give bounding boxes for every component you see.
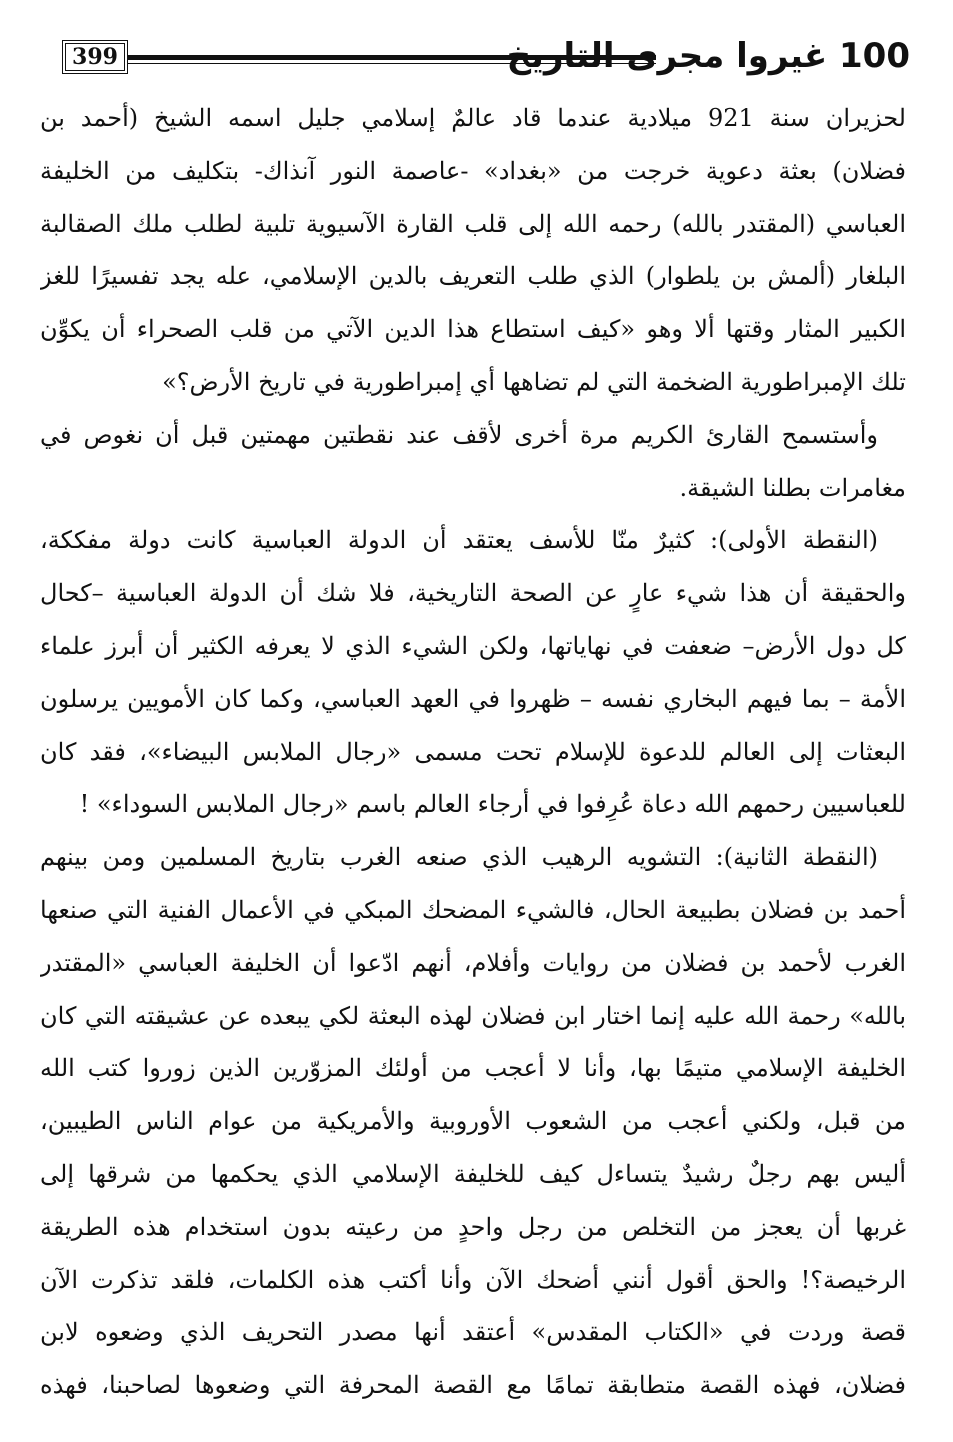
page-number: 399 <box>62 40 128 74</box>
page-header <box>62 36 910 84</box>
text-line: كل دول الأرض– ضعفت في نهاياتها، ولكن الشيء الذي لا يعرفه الكثير أن أبرز علماء <box>40 631 906 660</box>
text-line: (النقطة الأولى): كثيرٌ منّا للأسف يعتقد أن الدولة العباسية كانت دولة مفككة، <box>40 526 879 555</box>
text-line: فضلان، فهذه القصة متطابقة تمامًا مع القصة المحرفة التي وضعوها لصاحبنا، فهذه <box>40 1371 906 1400</box>
text-line: للعباسيين رحمهم الله دعاة عُرِفوا في أرجاء العالم باسم «رجال الملابس السوداء» ! <box>79 790 906 819</box>
text-line: الغرب لأحمد بن فضلان من روايات وأفلام، أنهم ادّعوا أن الخليفة العباسي «المقتدر <box>40 948 906 977</box>
text-line: (النقطة الثانية): التشويه الرهيب الذي صنعه الغرب بتاريخ المسلمين ومن بينهم <box>40 843 878 872</box>
text-line: بالله» رحمة الله عليه إنما اختار ابن فضلان لهذه البعثة لكي يبعده عن عشيقته التي كان <box>40 1001 906 1030</box>
text-line: الكبير المثار وقتها ألا وهو «كيف استطاع هذا الدين الآتي من قلب الصحراء أن يكوِّن <box>40 315 906 344</box>
text-line: فضلان) بعثة دعوية خرجت من «بغداد» -عاصمة النور آنذاك- بتكليف من الخليفة <box>40 156 906 185</box>
text-line: أحمد بن فضلان بطبيعة الحال، فالشيء المضحك المبكي في الأعمال الفنية التي صنعها <box>40 895 906 924</box>
text-line: تلك الإمبراطورية الضخمة التي لم تضاهها أي إمبراطورية في تاريخ الأرض؟» <box>162 367 906 396</box>
text-line: غربها أن يعجز من التخلص من رجل واحدٍ من رعيته بدون استخدام هذه الطريقة <box>40 1212 906 1241</box>
body-text <box>40 92 906 1412</box>
text-line: والحقيقة أن هذا شيء عارٍ عن الصحة التاريخية، فلا شك أن الدولة العباسية –كحال <box>40 579 906 608</box>
text-line: أليس بهم رجلٌ رشيدٌ يتساءل كيف للخليفة الإسلامي الذي يحكمها من شرقها إلى <box>40 1159 906 1188</box>
text-line: الخليفة الإسلامي متيمًا بها، وأنا لا أعجب من أولئك المزوّرين الذين زوروا كتب الله <box>40 1054 906 1083</box>
text-line: الرخيصة؟! والحق أقول أنني أضحك الآن وأنا أكتب هذه الكلمات، فلقد تذكرت الآن <box>40 1265 906 1294</box>
text-line: لحزيران سنة 921 ميلادية عندما قاد عالمٌ إسلامي جليل اسمه الشيخ (أحمد بن <box>40 104 906 132</box>
text-line: وأستسمح القارئ الكريم مرة أخرى لأقف عند نقطتين مهمتين قبل أن نغوص في <box>40 420 878 449</box>
text-line: قصة وردت في «الكتاب المقدس» أعتقد أنها مصدر التحريف الذي وضعوه لابن <box>40 1318 906 1347</box>
text-line: من قبل، ولكني أعجب من الشعوب الأوروبية والأمريكية من عوام الناس الطيبين، <box>40 1107 906 1136</box>
book-title: 100 غيروا مجرى التاريخ <box>506 36 910 76</box>
text-line: مغامرات بطلنا الشيقة. <box>679 473 906 502</box>
text-line: العباسي (المقتدر بالله) رحمه الله إلى قلب القارة الآسيوية تلبية لطلب ملك الصقالبة <box>40 209 906 238</box>
text-line: البعثات إلى العالم للدعوة للإسلام تحت مسمى «رجال الملابس البيضاء»، فقد كان <box>40 737 906 766</box>
text-line: البلغار (ألمش بن يلطوار) الذي طلب التعريف بالدين الإسلامي، عله يجد تفسيرًا للغز <box>40 262 906 291</box>
text-line: الأمة – بما فيهم البخاري نفسه – ظهروا في العهد العباسي، وكما كان الأمويين يرسلون <box>40 684 906 713</box>
